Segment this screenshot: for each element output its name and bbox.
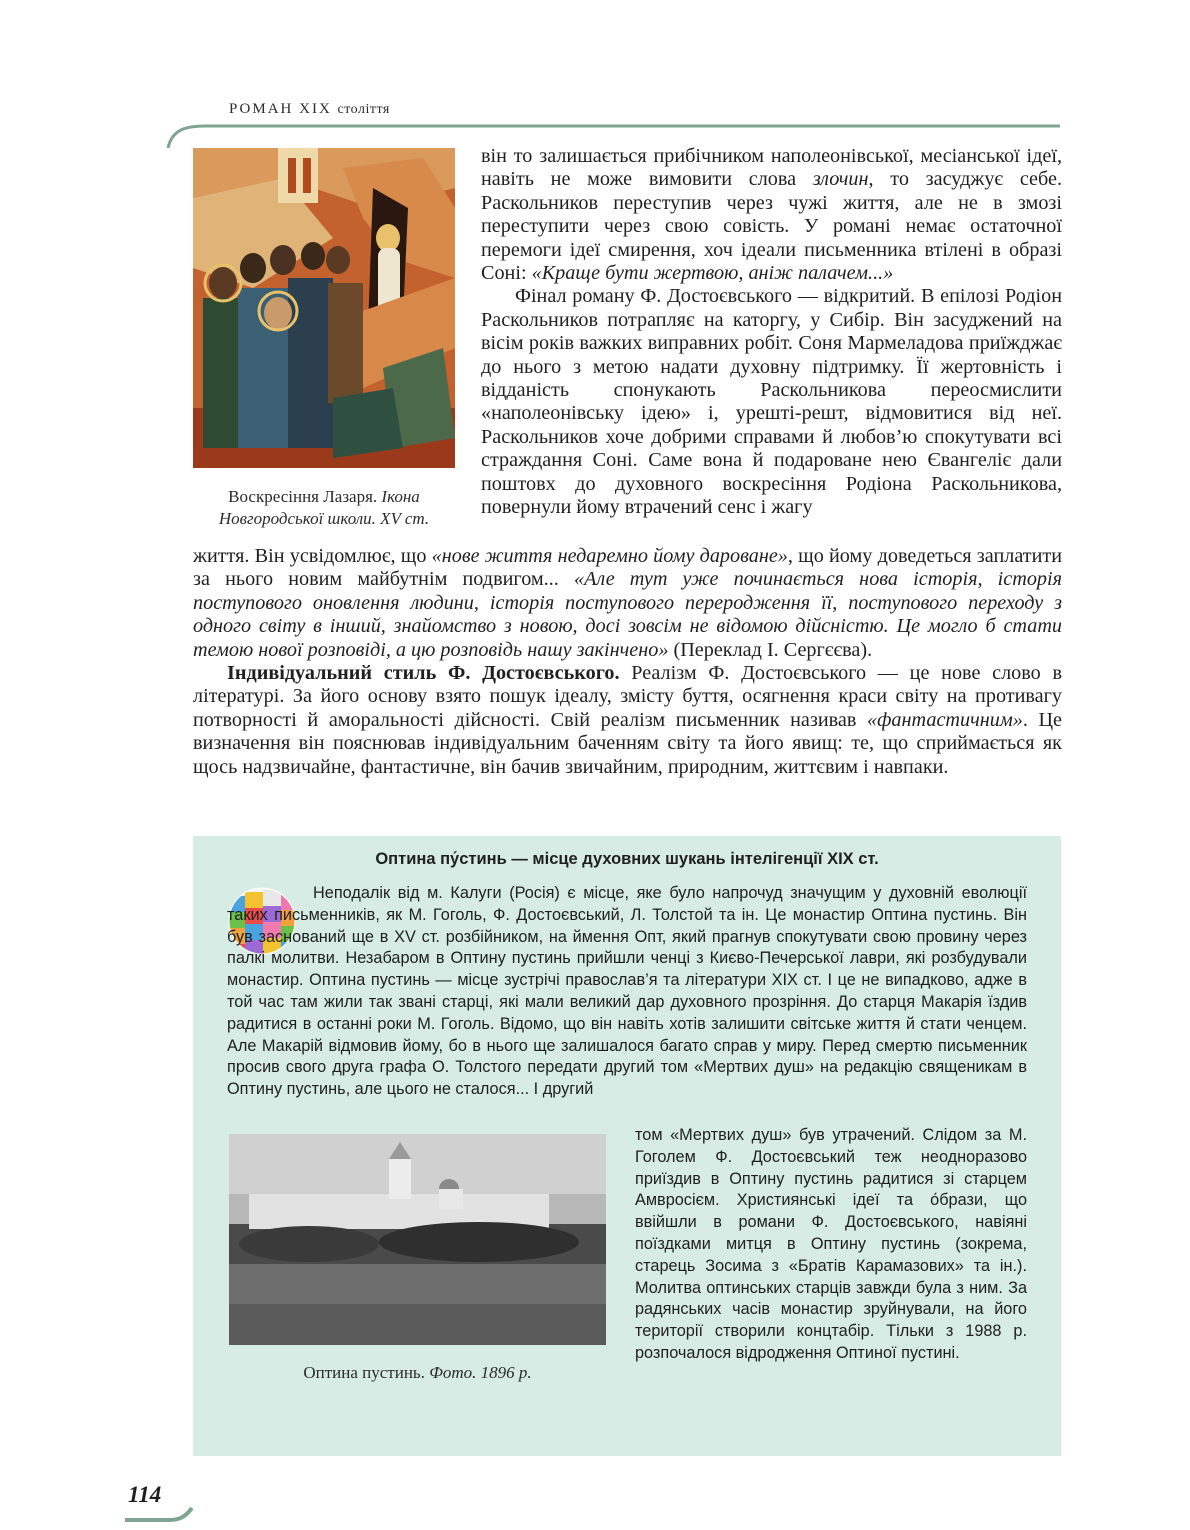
running-head	[229, 101, 390, 118]
info-box-text-main: Неподалік від м. Калуги (Росія) є місце, яке було напрочуд значущим у духовній еволюції таких письменників, як М. Гоголь, Ф. Достоєвський, Л. Толстой та ін. Це монастир Оптина пустинь. Він був заснований ще в XV ст. розбійником, на ймення Опт, який прагнув спокутувати свою провину через палкі молитви. Незабаром в Оптину пустинь прийшли ченці з Києво-Печерської лаври, які розбудували монастир. Оптина пустинь — місце зустрічі православ’я та літератури XIX ст. І це не випадково, адже в той час там жили так звані старці, які мали великий дар духовного прозріння. До старця Макарія їздив радитися в останні роки М. Гоголь. Відомо, що він навіть хотів залишити світське життя й стати ченцем. Але Макарій відмовив йому, бо в нього ще залишалося багато справ у миру. Перед смертю письменник просив свого друга графа О. Толстого передати другий том «Мертвих душ» на редакцію священикам в Оптину пустинь, але цього не сталося... І другий	[227, 884, 1027, 1099]
main-text-right-column	[481, 145, 1062, 520]
optina-photo-image	[229, 1134, 606, 1345]
header-rule-decoration	[0, 118, 1190, 148]
icon-painting-caption: Воскресіння Лазаря. Ікона Новгородської школи. XV ст.	[218, 487, 430, 528]
optina-photo-caption: Оптина пустинь. Фото. 1896 р.	[303, 1363, 532, 1382]
info-box-text-side: том «Мертвих душ» був утрачений. Слідом за М. Гоголем Ф. Достоєвський теж неодноразово приїздив в Оптину пустинь радитися зі старцем Амвросієм. Християнські ідеї та о́брази, що ввійшли в романи Ф. Достоєвського, навіяні поїздками митця в Оптину пустинь (зокрема, старець Зосима з «Братів Карамазових» та ін.). Молитва оптинських старців завжди була з ним. За радянських часів монастир зруйнували, на його території створили концтабір. Тільки з 1988 р. розпочалося відродження Оптиної пустині.	[635, 1126, 1027, 1362]
page-number: 114	[128, 1482, 162, 1507]
info-box-title: Оптина пу́стинь — місце духовних шукань інтелігенції XIX ст.	[375, 850, 879, 868]
footer-decoration	[120, 1490, 200, 1530]
icon-painting-image	[193, 148, 455, 468]
section-heading-style: Індивідуальний стиль Ф. Достоєвського.	[227, 662, 620, 685]
paragraph-3: Індивідуальний стиль Ф. Достоєвського. Реалізм Ф. Достоєвського — це нове слово в літературі. За його основу взято пошук ідеалу, змісту буття, осягнення краси світу на противагу потворності й аморальності дійсності. Свій реалізм письменник називав «фантастичним». Це визначення він пояснював індивідуальним баченням світу та його явищ: те, що сприймається як щось надзвичайне, фантастичне, він бачив звичайним, природним, життєвим і навпаки.	[193, 662, 1062, 778]
paragraph-2-continued: життя. Він усвідомлює, що «нове життя недаремно йому дароване», що йому доведеться заплатити за нього новим майбутнім подвигом... «Але тут уже починається нова історія, історія поступового оновлення людини, історія поступового переродження її, поступового переходу з одного світу в інший, знайомство з новою, досі зовсім не відомою дійсністю. Це могло б стати темою нової розповіді, а цю розповідь нашу закінчено» (Переклад І. Сергєєва).	[193, 545, 1063, 661]
running-head-small: століття	[337, 102, 390, 117]
paragraph-1: він то залишається прибічником наполеонівської, месіанської ідеї, навіть не може вимовити слова злочин, то засуджує себе. Раскольников переступив через чужі життя, але не в змозі переступити через свою совість. У романі немає остаточної перемоги ідеї смирення, хоч ідеали письменника втілені в образі Соні: «Краще бути жертвою, аніж палачем...»	[481, 145, 1062, 285]
main-text-full-width	[193, 545, 1062, 779]
info-box-optina	[193, 836, 1061, 1456]
paragraph-2: Фінал роману Ф. Достоєвського — відкритий. В епілозі Родіон Раскольников потрапляє на каторгу, у Сибір. Він засуджений на вісім років важких виправних робіт. Соня Мармеладова приїжджає до нього з метою надати духовну підтримку. Її жертовність і відданість спонукають Раскольникова переосмислити «наполеонівську ідею» і, урешті-решт, відмовитися від неї. Раскольников хоче добрими справами й любов’ю спокутувати всі страждання Соні. Саме вона й подароване нею Євангеліє дали поштовх до духовного воскресіння Родіона Раскольникова, повернули йому втрачений сенс і жагу	[481, 285, 1062, 519]
running-head-main: РОМАН XIX	[229, 101, 332, 117]
